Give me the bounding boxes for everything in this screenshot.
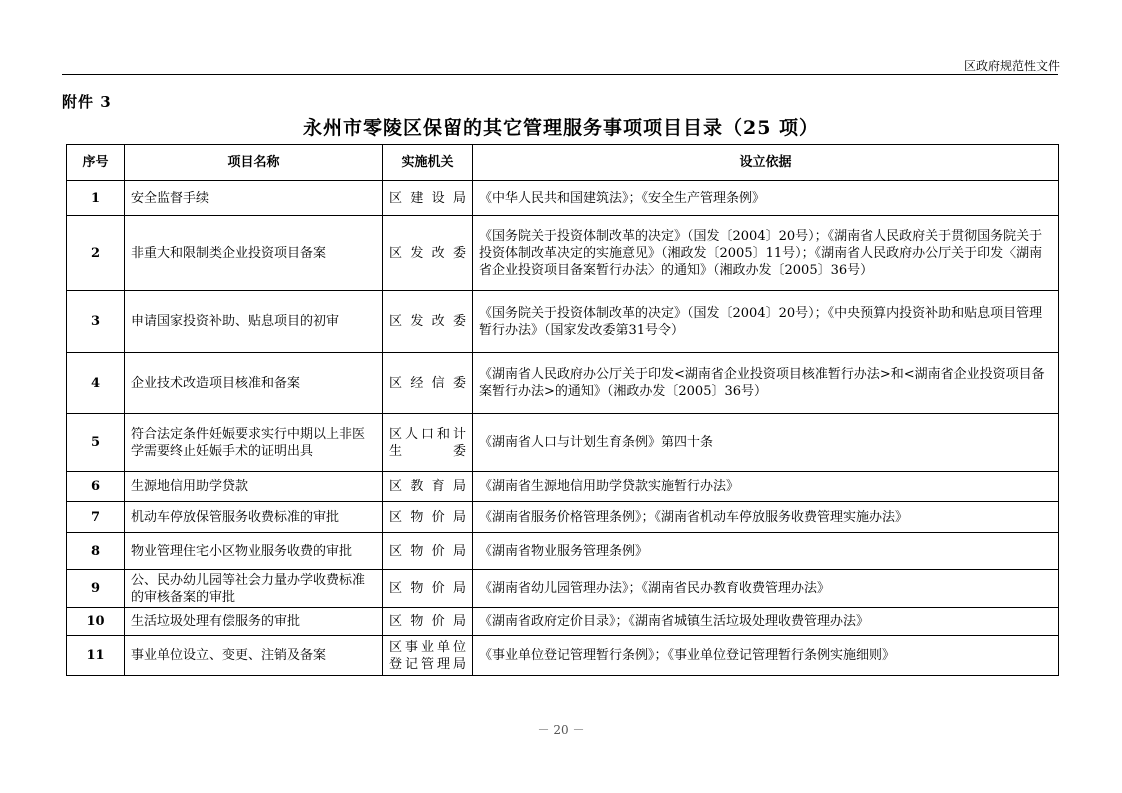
table-row [67,533,1059,570]
item-name: 物业管理住宅小区物业服务收费的审批 [125,533,383,570]
page-number: － 20 － [537,723,585,737]
row-number: 5 [67,414,125,472]
legal-basis: 《湖南省生源地信用助学贷款实施暂行办法》 [473,472,1059,502]
item-name: 安全监督手续 [125,181,383,216]
implementing-agency: 区发改委 [383,216,473,291]
row-number: 2 [67,216,125,291]
implementing-agency: 区建设局 [383,181,473,216]
item-name: 生活垃圾处理有偿服务的审批 [125,608,383,636]
legal-basis: 《国务院关于投资体制改革的决定》（国发〔2004〕20号）；《湖南省人民政府关于贯彻国务院关于投资体制改革决定的实施意见》（湘政发〔2005〕11号）；《湖南省人民政府办公厅关于印发〈湖南省企业投资项目备案暂行办法〉的通知》（湘政办发〔2005〕36号） [473,216,1059,291]
legal-basis: 《湖南省幼儿园管理办法》；《湖南省民办教育收费管理办法》 [473,570,1059,608]
legal-basis: 《湖南省服务价格管理条例》；《湖南省机动车停放服务收费管理实施办法》 [473,502,1059,533]
column-header-basis: 设立依据 [473,145,1059,181]
page-title: 永州市零陵区保留的其它管理服务事项项目目录（25 项） [302,117,820,139]
row-number: 1 [67,181,125,216]
row-number: 4 [67,353,125,414]
implementing-agency: 区物价局 [383,533,473,570]
item-name: 机动车停放保管服务收费标准的审批 [125,502,383,533]
table-row [67,216,1059,291]
table-row [67,181,1059,216]
table-row [67,608,1059,636]
table-row [67,570,1059,608]
legal-basis: 《中华人民共和国建筑法》；《安全生产管理条例》 [473,181,1059,216]
table-row [67,414,1059,472]
legal-basis: 《湖南省政府定价目录》；《湖南省城镇生活垃圾处理收费管理办法》 [473,608,1059,636]
table-row [67,353,1059,414]
legal-basis: 《国务院关于投资体制改革的决定》（国发〔2004〕20号）；《中央预算内投资补助和贴息项目管理暂行办法》（国家发改委第31号令） [473,291,1059,353]
implementing-agency: 区物价局 [383,570,473,608]
legal-basis: 《事业单位登记管理暂行条例》；《事业单位登记管理暂行条例实施细则》 [473,636,1059,676]
implementing-agency: 区经信委 [383,353,473,414]
item-name: 生源地信用助学贷款 [125,472,383,502]
implementing-agency: 区教育局 [383,472,473,502]
item-name: 公、民办幼儿园等社会力量办学收费标准的审核备案的审批 [125,570,383,608]
table-row [67,291,1059,353]
legal-basis: 《湖南省物业服务管理条例》 [473,533,1059,570]
row-number: 11 [67,636,125,676]
implementing-agency: 区人口和计生委 [383,414,473,472]
row-number: 6 [67,472,125,502]
legal-basis: 《湖南省人民政府办公厅关于印发<湖南省企业投资项目核准暂行办法>和<湖南省企业投资项目备案暂行办法>的通知》（湘政办发〔2005〕36号） [473,353,1059,414]
implementing-agency: 区事业单位登记管理局 [383,636,473,676]
table-row [67,636,1059,676]
legal-basis: 《湖南省人口与计划生育条例》第四十条 [473,414,1059,472]
table-row [67,472,1059,502]
row-number: 9 [67,570,125,608]
table-row [67,502,1059,533]
column-header-no: 序号 [67,145,125,181]
document-category-label: 区政府规范性文件 [963,59,1060,73]
column-header-org: 实施机关 [383,145,473,181]
implementing-agency: 区发改委 [383,291,473,353]
item-name: 申请国家投资补助、贴息项目的初审 [125,291,383,353]
item-name: 事业单位设立、变更、注销及备案 [125,636,383,676]
attachment-label: 附件 3 [62,93,112,111]
row-number: 3 [67,291,125,353]
column-header-name: 项目名称 [125,145,383,181]
service-catalog-table [66,144,1059,676]
item-name: 企业技术改造项目核准和备案 [125,353,383,414]
table-header-row [67,145,1059,181]
implementing-agency: 区物价局 [383,608,473,636]
header-divider [62,74,1058,75]
implementing-agency: 区物价局 [383,502,473,533]
row-number: 7 [67,502,125,533]
row-number: 8 [67,533,125,570]
item-name: 非重大和限制类企业投资项目备案 [125,216,383,291]
item-name: 符合法定条件妊娠要求实行中期以上非医学需要终止妊娠手术的证明出具 [125,414,383,472]
row-number: 10 [67,608,125,636]
